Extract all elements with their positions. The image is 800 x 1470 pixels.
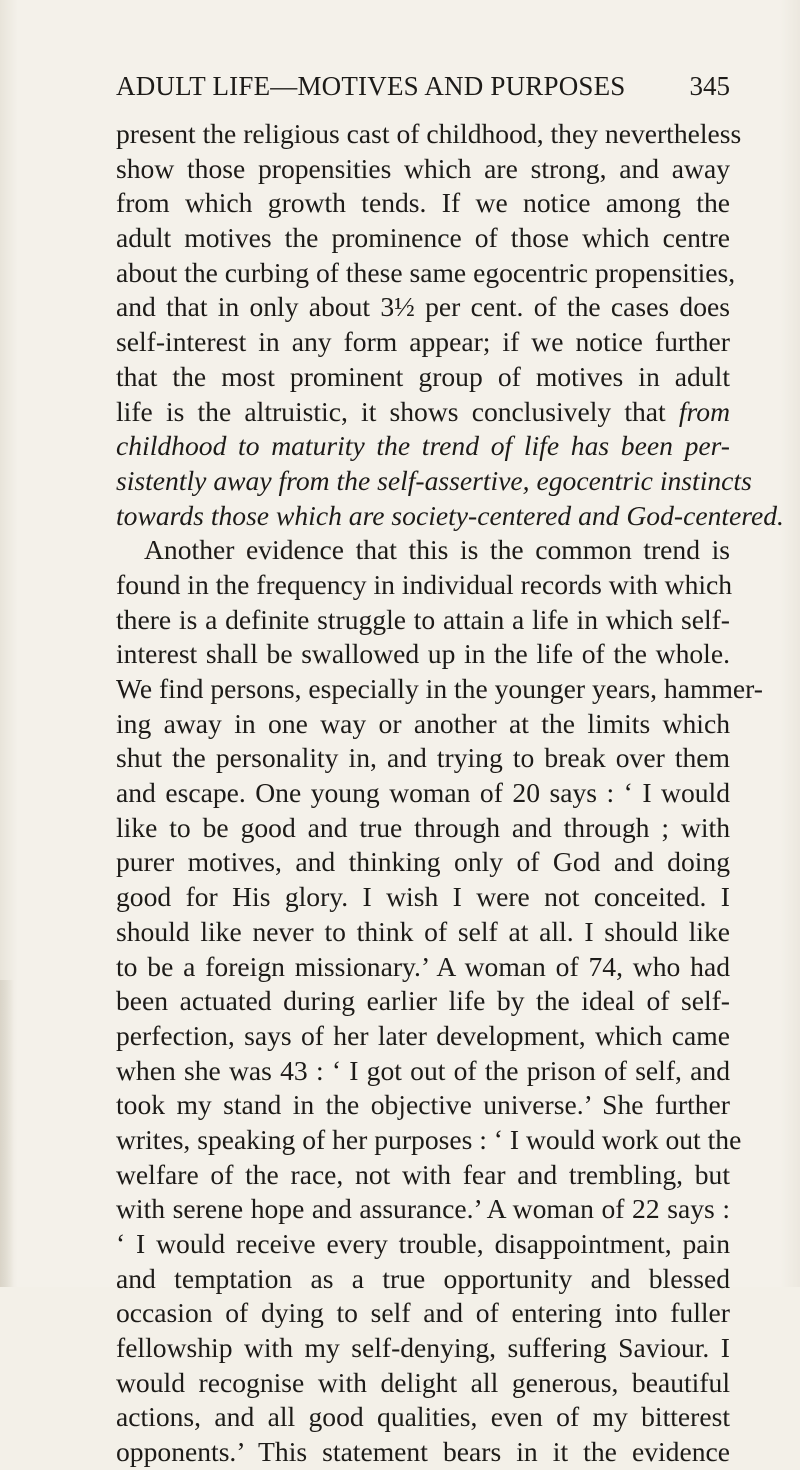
text-line: to be a foreign missionary.’ A woman of 74, who had — [116, 950, 730, 982]
text-span-italic: from — [678, 395, 730, 427]
text-line: good for His glory. I wish I were not conceited. I — [116, 881, 730, 913]
text-line: We find persons, especially in the younger years, hammer- — [116, 673, 763, 704]
text-line-mixed — [116, 395, 730, 430]
text-line: from which growth tends. If we notice among the — [116, 187, 730, 219]
text-line-italic: childhood to maturity the trend of life has been per- — [116, 430, 730, 462]
text-line: found in the frequency in individual records with which — [116, 568, 733, 600]
text-line: ‘ I would receive every trouble, disappointment, pain — [116, 1228, 730, 1259]
text-line: like to be good and true through and through ; with — [116, 811, 730, 843]
text-line: should like never to think of self at all. I should like — [116, 915, 730, 947]
text-line: that the most prominent group of motives in adult — [116, 360, 730, 392]
text-span-roman: life is the altruistic, it shows conclusively that — [116, 395, 679, 427]
text-line: fellowship with my self-denying, suffering Saviour. I — [116, 1332, 730, 1364]
body-text — [116, 117, 784, 1470]
text-line: and that in only about 3½ per cent. of the cases does — [116, 291, 730, 323]
running-head — [116, 66, 730, 106]
text-line: been actuated during earlier life by the ideal of self- — [116, 985, 730, 1017]
text-line: opponents.’ This statement bears in it the evidence — [116, 1436, 730, 1468]
text-line: self-interest in any form appear; if we notice further — [116, 326, 730, 358]
running-title: ADULT LIFE—MOTIVES AND PURPOSES — [116, 71, 626, 101]
text-line: would recognise with delight all generous, beautiful — [116, 1366, 730, 1398]
text-line: perfection, says of her later development, which came — [116, 1019, 730, 1051]
page-edge-shadow — [0, 980, 14, 1287]
text-line: show those propensities which are strong, and away — [116, 152, 730, 184]
text-line: present the religious cast of childhood, they nevertheless — [116, 118, 742, 149]
text-line-italic: towards those which are society-centered and God-centered. — [116, 499, 784, 531]
text-line: with serene hope and assurance.’ A woman of 22 says : — [116, 1193, 730, 1225]
text-line: about the curbing of these same egocentric propensities, — [116, 256, 736, 288]
text-line: and temptation as a true opportunity and blessed — [116, 1262, 730, 1294]
page-number: 345 — [689, 71, 730, 101]
text-line-italic: sistently away from the self-assertive, egocentric instincts — [116, 464, 752, 496]
text-line: Another evidence that this is the common trend is — [144, 534, 730, 566]
text-line: when she was 43 : ‘ I got out of the prison of self, and — [116, 1054, 730, 1086]
text-line: purer motives, and thinking only of God and doing — [116, 846, 730, 878]
text-line: shut the personality in, and trying to break over them — [116, 742, 730, 774]
text-line: welfare of the race, not with fear and trembling, but — [116, 1158, 730, 1190]
text-line: actions, and all good qualities, even of my bitterest — [116, 1401, 730, 1433]
text-line: ing away in one way or another at the limits which — [116, 707, 730, 739]
text-line: took my stand in the objective universe.’ She further — [116, 1089, 730, 1121]
text-line: there is a definite struggle to attain a life in which self- — [116, 603, 730, 635]
text-line: adult motives the prominence of those which centre — [116, 222, 730, 254]
text-line: and escape. One young woman of 20 says : ‘ I would — [116, 777, 730, 809]
text-line: writes, speaking of her purposes : ‘ I would work out the — [116, 1123, 742, 1155]
text-line: occasion of dying to self and of entering into fuller — [116, 1297, 730, 1329]
text-line: interest shall be swallowed up in the life of the whole. — [116, 638, 730, 670]
